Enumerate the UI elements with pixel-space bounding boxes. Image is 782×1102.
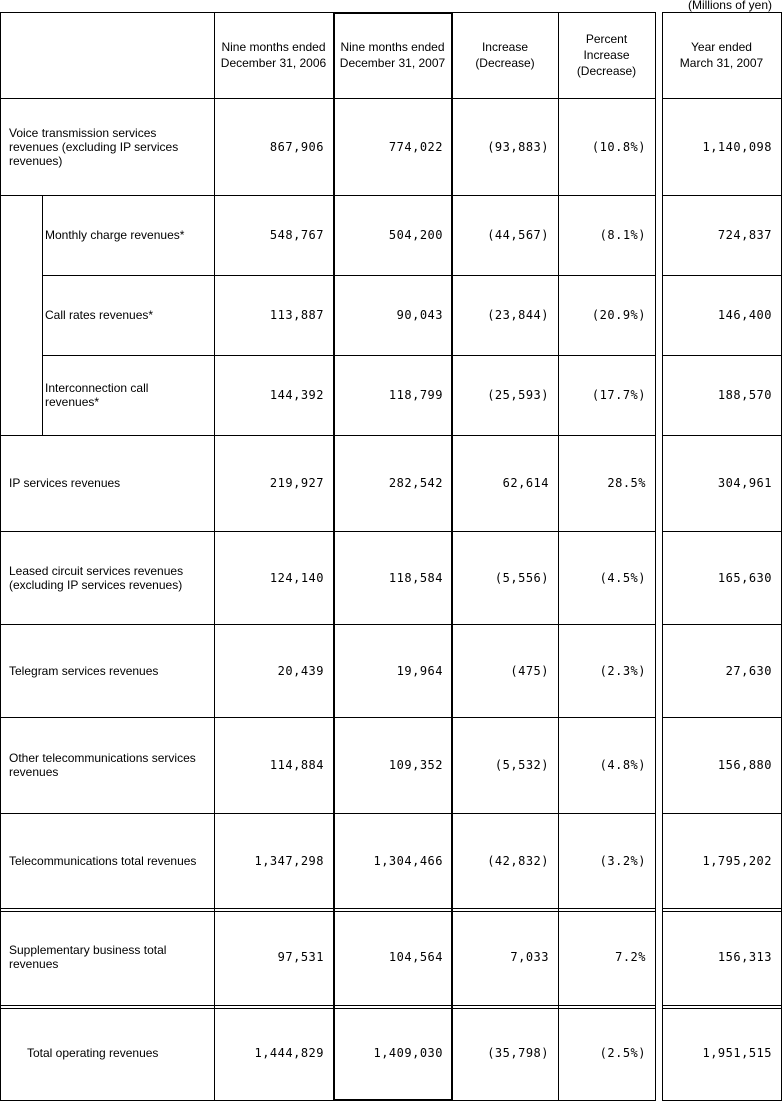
value-cell: (44,567) <box>487 228 549 242</box>
value-cell: 165,630 <box>717 570 772 585</box>
value-cell: (42,832) <box>487 853 549 868</box>
row-label <box>42 195 214 275</box>
table-border-bottom <box>0 1100 656 1101</box>
value-cell: 282,542 <box>388 476 443 490</box>
row-label-text: Telecommunications total revenues <box>9 853 197 868</box>
column-header: Increase (Decrease) <box>475 40 535 70</box>
column-header: Nine months ended December 31, 2007 <box>339 40 446 70</box>
value-cell: 118,584 <box>388 570 443 585</box>
value-cell: 144,392 <box>269 388 324 402</box>
value-cell: (475) <box>510 663 549 678</box>
value-cell: 19,964 <box>396 663 443 678</box>
value-cell: 28.5% <box>607 476 646 490</box>
value-cell: 114,884 <box>269 758 324 772</box>
value-cell: 7.2% <box>615 949 646 964</box>
value-cell: 1,795,202 <box>702 853 772 868</box>
footnote-asterisk: * <box>94 395 100 409</box>
row-label <box>0 813 214 908</box>
value-cell: 1,951,515 <box>702 1045 772 1060</box>
row-label-text: Telegram services revenues <box>9 663 159 678</box>
value-cell: (17.7%) <box>591 388 646 402</box>
value-cell: (93,883) <box>487 139 549 154</box>
value-cell: 724,837 <box>717 228 772 242</box>
value-cell: 7,033 <box>510 949 549 964</box>
row-label <box>0 531 214 624</box>
row-label-text: Other telecommunications services revenues <box>9 751 196 779</box>
row-label-text: Leased circuit services revenues (excluding IP services revenues) <box>9 563 184 592</box>
column-header: Nine months ended December 31, 2006 <box>220 40 327 70</box>
value-cell: (2.5%) <box>599 1045 646 1060</box>
value-cell: (25,593) <box>487 388 549 402</box>
value-cell: 1,347,298 <box>254 853 324 868</box>
value-cell: 1,444,829 <box>254 1045 324 1060</box>
value-cell: 97,531 <box>277 949 324 964</box>
value-cell: (3.2%) <box>599 853 646 868</box>
table-border-right <box>655 12 656 1100</box>
row-label-text: Supplementary business total revenues <box>9 942 167 971</box>
value-cell: 1,409,030 <box>373 1045 443 1060</box>
value-cell: (20.9%) <box>591 308 646 322</box>
value-cell: 1,140,098 <box>702 139 772 154</box>
value-cell: (4.5%) <box>599 570 646 585</box>
row-label <box>0 908 214 1005</box>
value-cell: 62,614 <box>502 476 549 490</box>
value-cell: (8.1%) <box>599 228 646 242</box>
value-cell: (5,532) <box>494 758 549 772</box>
column-header: Percent Increase (Decrease) <box>576 32 637 78</box>
row-label <box>0 1005 214 1100</box>
value-cell: 156,313 <box>717 949 772 964</box>
value-cell: 504,200 <box>388 228 443 242</box>
row-label <box>42 355 214 435</box>
value-cell: (4.8%) <box>599 758 646 772</box>
row-label <box>42 275 214 355</box>
row-label-text: Voice transmission services revenues (excluding IP services revenues) <box>9 125 179 168</box>
value-cell: 774,022 <box>388 139 443 154</box>
row-label-text: IP services revenues <box>9 476 121 490</box>
value-cell: 27,630 <box>725 663 772 678</box>
column-header: Year ended March 31, 2007 <box>679 40 764 70</box>
row-label <box>0 98 214 195</box>
row-label-text: Total operating revenues <box>27 1045 159 1060</box>
footnote-asterisk: * <box>148 308 154 322</box>
value-cell: 304,961 <box>717 476 772 490</box>
value-cell: 113,887 <box>269 308 324 322</box>
row-label <box>0 435 214 531</box>
value-cell: (2.3%) <box>599 663 646 678</box>
value-cell: (5,556) <box>494 570 549 585</box>
value-cell: 156,880 <box>717 758 772 772</box>
value-cell: 1,304,466 <box>373 853 443 868</box>
footnote-asterisk: * <box>179 228 185 242</box>
value-cell: 20,439 <box>277 663 324 678</box>
row-label-text: Monthly charge revenues <box>45 228 180 242</box>
revenue-table <box>0 12 782 1102</box>
value-cell: 118,799 <box>388 388 443 402</box>
value-cell: 104,564 <box>388 949 443 964</box>
value-cell: (23,844) <box>487 308 549 322</box>
table-border-bottom <box>662 1100 782 1101</box>
value-cell: 124,140 <box>269 570 324 585</box>
value-cell: 548,767 <box>269 228 324 242</box>
row-label <box>0 717 214 813</box>
value-cell: (35,798) <box>487 1045 549 1060</box>
value-cell: 219,927 <box>269 476 324 490</box>
value-cell: 188,570 <box>717 388 772 402</box>
row-label-text: Call rates revenues <box>45 308 149 322</box>
value-cell: 146,400 <box>717 308 772 322</box>
value-cell: 867,906 <box>269 139 324 154</box>
row-label <box>0 624 214 717</box>
units-note: (Millions of yen) <box>687 0 772 12</box>
value-cell: 90,043 <box>396 308 443 322</box>
value-cell: 109,352 <box>388 758 443 772</box>
row-label-text: Interconnection call revenues <box>45 381 149 409</box>
value-cell: (10.8%) <box>591 139 646 154</box>
